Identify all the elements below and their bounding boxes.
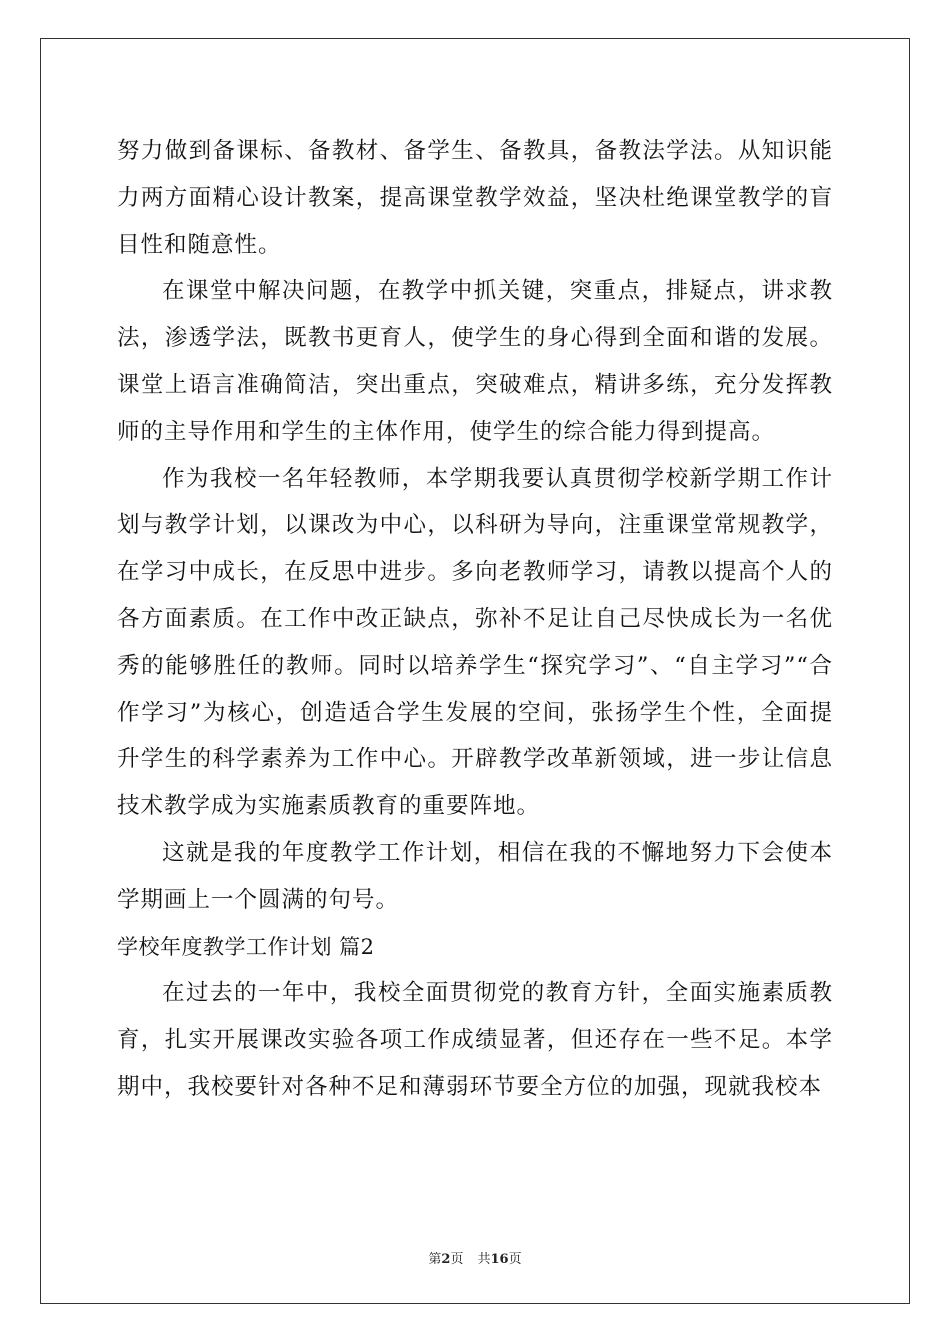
document-body [117,128,833,1111]
current-page-number: 2 [441,1252,451,1267]
paragraph-5: 在过去的一年中，我校全面贯彻党的教育方针，全面实施素质教育，扎实开展课改实验各项工作成绩显著，但还存在一些不足。本学期中，我校要针对各种不足和薄弱环节要全方位的加强，现就我校本 [117,980,833,1100]
paragraph-4: 这就是我的年度教学工作计划，相信在我的不懈地努力下会使本学期画上一个圆满的句号。 [117,839,833,913]
total-page-count: 16 [490,1252,509,1267]
paragraph-3: 作为我校一名年轻教师，本学期我要认真贯彻学校新学期工作计划与教学计划，以课改为中心，以科研为导向，注重课堂常规教学，在学习中成长，在反思中进步。多向老教师学习，请教以提高个人的各方面素质。在工作中改正缺点，弥补不足让自己尽快成长为一名优秀的能够胜任的教师。同时以培养学生“探究学习”、“自主学习”“合作学习”为核心，创造适合学生发展的空间，张扬学生个性，全面提升学生的科学素养为工作中心。开辟教学改革新领域，进一步让信息技术教学成为实施素质教育的重要阵地。 [117,465,833,820]
paragraph-1: 努力做到备课标、备教材、备学生、备教具，备教法学法。从知识能力两方面精心设计教案，提高课堂教学效益，坚决杜绝课堂教学的盲目性和随意性。 [117,138,833,258]
page-footer [0,1248,950,1267]
page-prefix: 第 [428,1252,442,1267]
section-heading: 学校年度教学工作计划 篇2 [117,934,375,959]
total-prefix: 共 [477,1252,491,1267]
paragraph-2: 在课堂中解决问题，在教学中抓关键，突重点，排疑点，讲求教法，渗透学法，既教书更育人，使学生的身心得到全面和谐的发展。课堂上语言准确简洁，突出重点，突破难点，精讲多练，充分发挥教师的主导作用和学生的主体作用，使学生的综合能力得到提高。 [117,278,833,445]
total-unit: 页 [508,1252,522,1267]
page-unit: 页 [450,1252,464,1267]
